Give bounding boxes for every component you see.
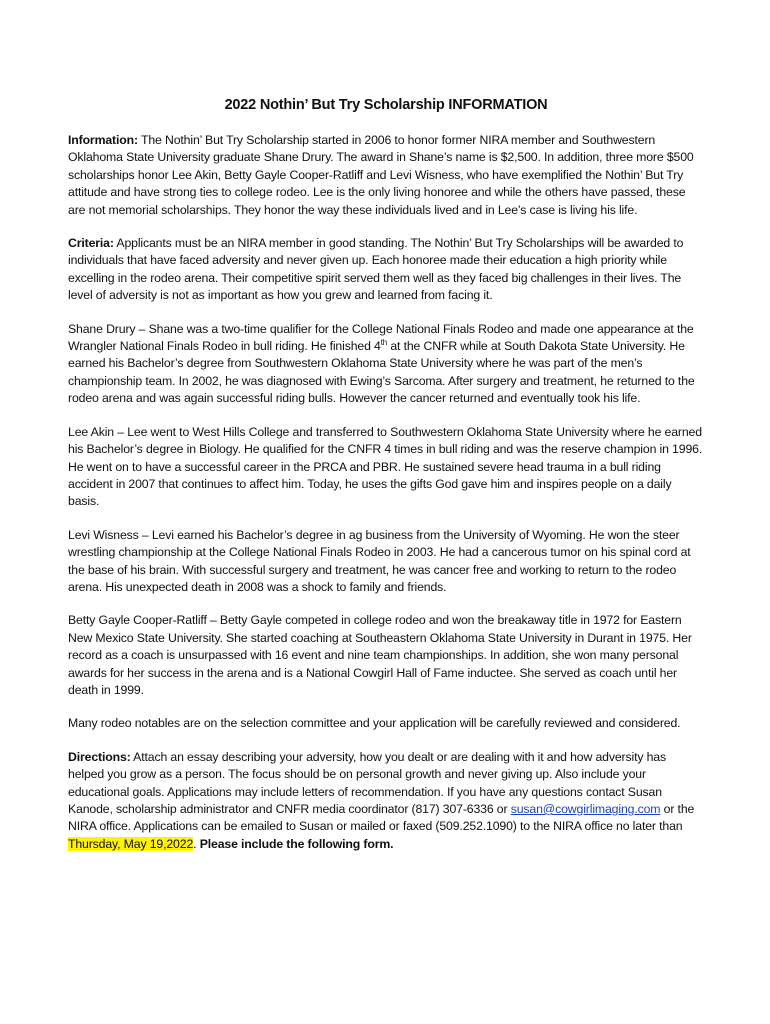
- directions-text-a: Attach an essay describing your adversity, how you dealt or are dealing with it and how adversity has helped you grow as a person. The focus should be on personal growth and never giving up. Also include your educational goals. Applications may include letters of recommendation. If you have any questions contact Susan Kanode, scholarship administrator and CNFR media coordinator (817) 307-6336 or: [68, 749, 666, 816]
- information-label: Information:: [68, 133, 138, 147]
- ordinal-suffix: th: [380, 337, 388, 347]
- deadline-highlight: Thursday, May 19,2022: [68, 836, 194, 851]
- information-text: The Nothin’ But Try Scholarship started in 2006 to honor former NIRA member and Southwestern Oklahoma State University graduate Shane Drury. The award in Shane’s name is $2,500. In addition, three more $500 scholarships honor Lee Akin, Betty Gayle Cooper-Ratliff and Levi Wisness, who have exemplified the Nothin’ But Try attitude and have strong ties to college rodeo. Lee is the only living honoree and while the others have passed, these are not memorial scholarships. They honor the way these individuals lived and in Lee’s case is living his life.: [68, 133, 694, 217]
- closing-instruction: Please include the following form.: [199, 836, 394, 851]
- shane-drury-paragraph: [68, 321, 704, 408]
- criteria-text: Applicants must be an NIRA member in good standing. The Nothin’ But Try Scholarships will be awarded to individuals that have faced adversity and never given up. Each honoree made their education a high priority while excelling in the rodeo arena. Their competitive spirit served them well as they faced big challenges in their lives. The level of adversity is not as important as how you grew and learned from facing it.: [68, 236, 684, 303]
- directions-paragraph: [68, 749, 704, 853]
- committee-paragraph: Many rodeo notables are on the selection committee and your application will be carefully reviewed and considered.: [68, 716, 681, 731]
- directions-label: Directions:: [68, 749, 131, 764]
- email-link[interactable]: susan@cowgirlimaging.com: [510, 802, 661, 816]
- levi-wisness-paragraph: Levi Wisness – Levi earned his Bachelor’s degree in ag business from the University of Wyoming. He won the steer wrestling championship at the College National Finals Rodeo in 2003. He had a cancerous tumor on his spinal cord at the base of his brain. With successful surgery and treatment, he was cancer free and working to return to the rodeo arena. His unexpected death in 2008 was a shock to family and friends.: [68, 527, 691, 594]
- betty-gayle-paragraph: Betty Gayle Cooper-Ratliff – Betty Gayle competed in college rodeo and won the breakaway title in 1972 for Eastern New Mexico State University. She started coaching at Southeastern Oklahoma State University in Durant in 1975. Her record as a coach is unsurpassed with 16 event and nine team championships. In addition, she won many personal awards for her success in the arena and is a National Cowgirl Hall of Fame inductee. She served as coach until her death in 1999.: [68, 613, 692, 697]
- document-title: 2022 Nothin’ But Try Scholarship INFORMATION: [224, 97, 548, 113]
- lee-akin-paragraph: Lee Akin – Lee went to West Hills College and transferred to Southwestern Oklahoma State University where he earned his Bachelor’s degree in Biology. He qualified for the CNFR 4 times in bull riding and was the reserve champion in 1996. He went on to have a successful career in the PRCA and PBR. He sustained severe head trauma in a bull riding accident in 2007 that continues to affect him. Today, he uses the gifts God gave him and inspires people on a daily basis.: [68, 424, 703, 509]
- information-paragraph: [68, 132, 704, 219]
- criteria-paragraph: [68, 235, 704, 305]
- directions-text-b: or the NIRA office. Applications can be emailed to Susan or mailed or faxed (509.252.1090) to the NIRA office no later than: [68, 802, 695, 834]
- shane-text-a: Shane Drury – Shane was a two-time qualifier for the College National Finals Rodeo and made one appearance at the Wrangler National Finals Rodeo in bull riding. He finished 4: [68, 321, 694, 354]
- directions-text-c: .: [193, 836, 200, 851]
- shane-text-b: at the CNFR while at South Dakota State University. He earned his Bachelor’s degree from Southwestern Oklahoma State University where he was part of the men’s championship team. In 2002, he was diagnosed with Ewing’s Sarcoma. After surgery and treatment, he returned to the rodeo arena and was again successful riding bulls. However the cancer returned and eventually took his life.: [68, 339, 695, 406]
- criteria-label: Criteria:: [68, 236, 114, 251]
